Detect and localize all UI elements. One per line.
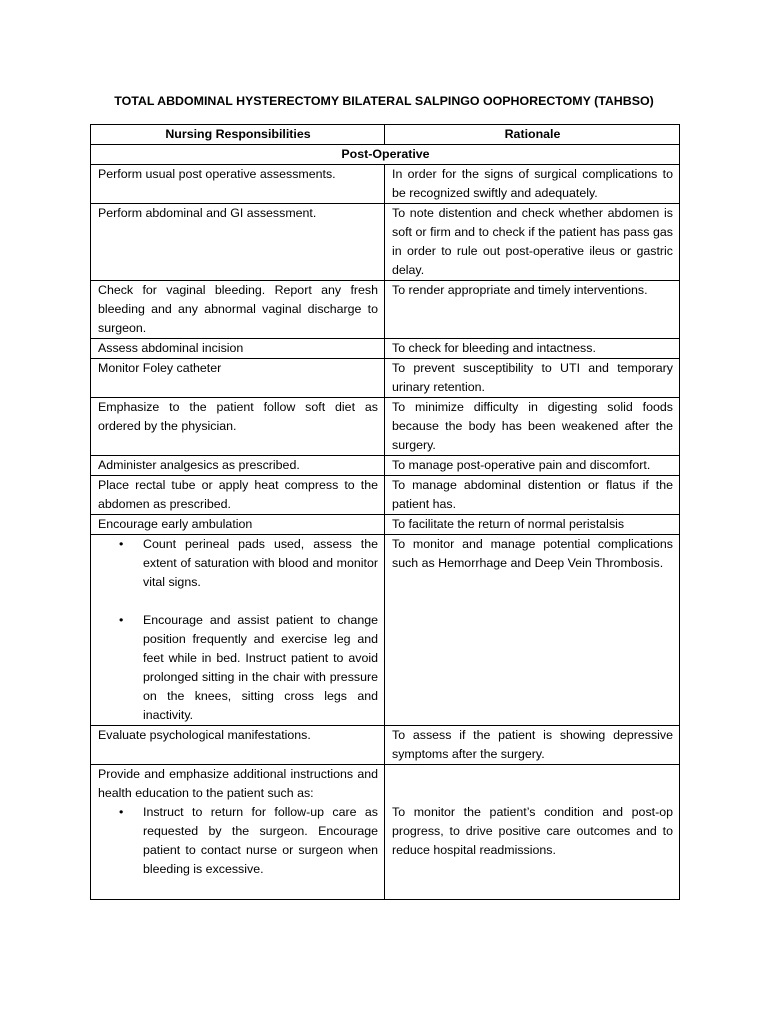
- responsibility-cell: Emphasize to the patient follow soft diet as ordered by the physician.: [91, 398, 385, 456]
- section-post-operative: Post-Operative: [91, 145, 680, 165]
- bullet-list: [98, 803, 378, 879]
- rationale-cell: To monitor the patient’s condition and post-op progress, to drive positive care outcomes and to reduce hospital readmissions.: [385, 765, 680, 900]
- header-nursing-responsibilities: Nursing Responsibilities: [91, 125, 385, 145]
- responsibility-cell: Encourage early ambulation: [91, 515, 385, 535]
- table-row: [91, 359, 680, 398]
- responsibility-cell: Perform usual post operative assessments.: [91, 165, 385, 204]
- list-item: • Instruct to return for follow-up care as requested by the surgeon. Encourage patient to contact nurse or surgeon when bleeding is excessive.: [143, 803, 378, 879]
- table-row: [91, 765, 680, 900]
- rationale-cell: To assess if the patient is showing depressive symptoms after the surgery.: [385, 726, 680, 765]
- table-row: [91, 165, 680, 204]
- table-row: [91, 204, 680, 281]
- table-row: [91, 281, 680, 339]
- list-item: • Count perineal pads used, assess the extent of saturation with blood and monitor vital signs.: [143, 535, 378, 592]
- table-row: [91, 515, 680, 535]
- rationale-cell: To render appropriate and timely interventions.: [385, 281, 680, 339]
- list-item: • Encourage and assist patient to change position frequently and exercise leg and feet while in bed. Instruct patient to avoid prolonged sitting in the chair with pressure on the knees, sitting cross legs and inactivity.: [143, 611, 378, 725]
- table-row: [91, 398, 680, 456]
- document-title: TOTAL ABDOMINAL HYSTERECTOMY BILATERAL SALPINGO OOPHORECTOMY (TAHBSO): [114, 94, 654, 108]
- spacer: [98, 592, 378, 611]
- table-row: [91, 535, 680, 726]
- table-row: [91, 476, 680, 515]
- instruction-intro: Provide and emphasize additional instructions and health education to the patient such as:: [98, 767, 378, 800]
- responsibility-cell: Check for vaginal bleeding. Report any fresh bleeding and any abnormal vaginal discharge to surgeon.: [91, 281, 385, 339]
- table-header-row: [91, 125, 680, 145]
- responsibility-cell: [91, 765, 385, 900]
- rationale-cell: To prevent susceptibility to UTI and temporary urinary retention.: [385, 359, 680, 398]
- section-row: [91, 145, 680, 165]
- rationale-cell: To minimize difficulty in digesting solid foods because the body has been weakened after the surgery.: [385, 398, 680, 456]
- table-row: [91, 456, 680, 476]
- rationale-cell: To note distention and check whether abdomen is soft or firm and to check if the patient has pass gas in order to rule out post-operative ileus or gastric delay.: [385, 204, 680, 281]
- rationale-cell: To manage abdominal distention or flatus if the patient has.: [385, 476, 680, 515]
- responsibility-cell: Assess abdominal incision: [91, 339, 385, 359]
- responsibility-cell: [91, 535, 385, 726]
- responsibility-cell: Administer analgesics as prescribed.: [91, 456, 385, 476]
- bullet-list: [98, 611, 378, 725]
- rationale-cell: To manage post-operative pain and discomfort.: [385, 456, 680, 476]
- rationale-cell: To facilitate the return of normal peristalsis: [385, 515, 680, 535]
- bullet-list: [98, 535, 378, 592]
- responsibility-cell: Monitor Foley catheter: [91, 359, 385, 398]
- rationale-cell: To check for bleeding and intactness.: [385, 339, 680, 359]
- table-row: [91, 339, 680, 359]
- nursing-care-table: [90, 124, 680, 900]
- header-rationale: Rationale: [385, 125, 680, 145]
- responsibility-cell: Perform abdominal and GI assessment.: [91, 204, 385, 281]
- table-row: [91, 726, 680, 765]
- responsibility-cell: Evaluate psychological manifestations.: [91, 726, 385, 765]
- rationale-cell: To monitor and manage potential complications such as Hemorrhage and Deep Vein Thrombosis.: [385, 535, 680, 726]
- rationale-cell: In order for the signs of surgical complications to be recognized swiftly and adequately.: [385, 165, 680, 204]
- responsibility-cell: Place rectal tube or apply heat compress to the abdomen as prescribed.: [91, 476, 385, 515]
